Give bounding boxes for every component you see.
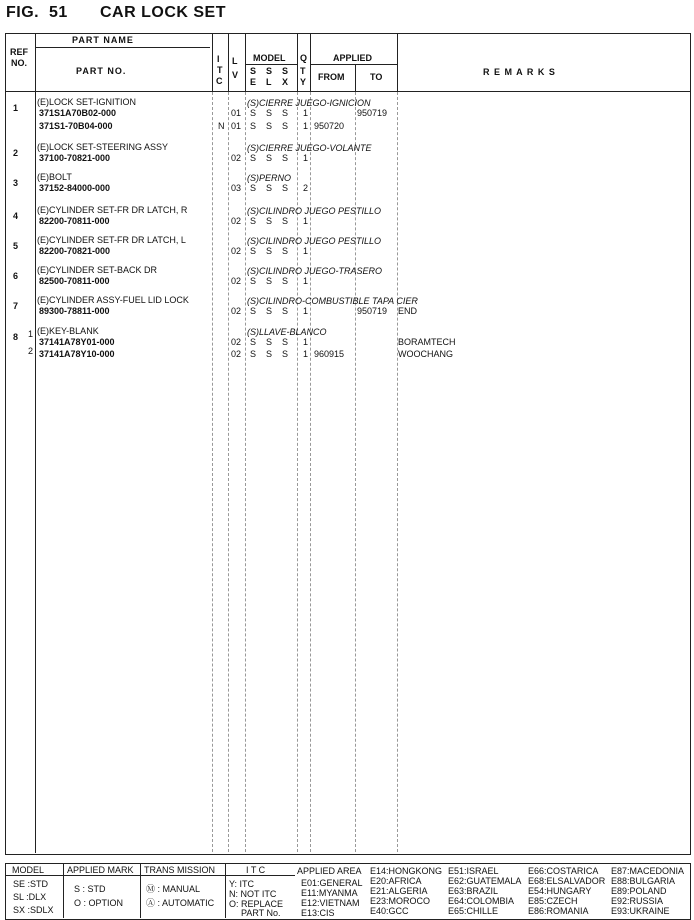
itc-flag: N — [218, 121, 225, 131]
area-code: E65:CHILLE — [448, 906, 499, 916]
model-sx-mark: S — [282, 306, 289, 316]
model-se-mark: S — [250, 153, 257, 163]
model-sl-mark: S — [266, 183, 273, 193]
quantity: 1 — [303, 216, 309, 226]
area-code: E68:ELSALVADOR — [528, 876, 606, 886]
area-code: E54:HUNGARY — [528, 886, 592, 896]
model-sx-mark: S — [282, 121, 289, 131]
area-code: E63:BRAZIL — [448, 886, 499, 896]
level: 02 — [231, 276, 242, 286]
english-name: (E)KEY-BLANK — [37, 326, 99, 336]
level: 02 — [231, 349, 242, 359]
model-se-mark: S — [250, 349, 257, 359]
area-code: E87:MACEDONIA — [611, 866, 685, 876]
part-number: 82500-70811-000 — [39, 276, 110, 286]
area-code: E85:CZECH — [528, 896, 578, 906]
model-se-s: S — [250, 66, 257, 76]
area-code: E62:GUATEMALA — [448, 876, 522, 886]
model-se-mark: S — [250, 337, 257, 347]
fig-number: 51 — [49, 4, 68, 21]
area-code: E66:COSTARICA — [528, 866, 599, 876]
remarks: WOOCHANG — [398, 349, 453, 359]
applied-header: APPLIED — [333, 53, 373, 63]
spanish-name: (S)CIERRE JUEGO-VOLANTE — [247, 143, 372, 153]
level: 02 — [231, 246, 242, 256]
sub-no: 1 — [28, 329, 34, 339]
footer-itc-n: N: NOT ITC — [229, 889, 277, 899]
remarks: BORAMTECH — [398, 337, 456, 347]
spanish-name: (S)CILINDRO JUEGO-TRASERO — [247, 266, 383, 276]
model-sx-mark: S — [282, 183, 289, 193]
english-name: (E)CYLINDER ASSY-FUEL LID LOCK — [37, 295, 189, 305]
area-code: E89:POLAND — [611, 886, 667, 896]
from-header: FROM — [318, 72, 345, 82]
quantity: 1 — [303, 276, 309, 286]
area-code: E12:VIETNAM — [301, 898, 360, 908]
ref-no: 4 — [13, 211, 19, 221]
english-name: (E)LOCK SET-IGNITION — [37, 97, 137, 107]
part-number: 37141A78Y01-000 — [39, 337, 115, 347]
level: 02 — [231, 306, 242, 316]
model-sl-mark: S — [266, 121, 273, 131]
model-se-mark: S — [250, 306, 257, 316]
model-sl-l: L — [266, 77, 272, 87]
itc-header-c: C — [216, 76, 223, 86]
quantity: 1 — [303, 121, 309, 131]
area-code: E86:ROMANIA — [528, 906, 589, 916]
area-code: E51:ISRAEL — [448, 866, 499, 876]
english-name: (E)LOCK SET-STEERING ASSY — [37, 142, 169, 152]
quantity: 1 — [303, 153, 309, 163]
ref-no: 7 — [13, 301, 19, 311]
area-code: E21:ALGERIA — [370, 886, 428, 896]
qty-header-q: Q — [300, 53, 308, 63]
model-se-e: E — [250, 77, 257, 87]
applied-from: 950720 — [314, 121, 345, 131]
part-no-header: PART NO. — [76, 66, 127, 76]
model-sl-mark: S — [266, 349, 273, 359]
model-header: MODEL — [253, 53, 286, 63]
model-sl-mark: S — [266, 216, 273, 226]
footer-itc-o: O: REPLACE — [229, 899, 284, 909]
footer-model-sl: SL :DLX — [13, 892, 47, 902]
model-se-mark: S — [250, 108, 257, 118]
part-number: 82200-70821-000 — [39, 246, 111, 256]
ref-no: 8 — [13, 332, 19, 342]
part-number: 89300-78811-000 — [39, 306, 110, 316]
area-code: E92:RUSSIA — [611, 896, 664, 906]
footer-model-title: MODEL — [12, 865, 45, 875]
area-code: E64:COLOMBIA — [448, 896, 515, 906]
area-code: E01:GENERAL — [301, 878, 363, 888]
ref-header-1: REF — [10, 47, 28, 57]
model-sx-mark: S — [282, 216, 289, 226]
footer-itc-y: Y: ITC — [229, 879, 255, 889]
model-se-mark: S — [250, 183, 257, 193]
area-code: E13:CIS — [301, 908, 335, 918]
area-code: E14:HONGKONG — [370, 866, 443, 876]
ref-no: 5 — [13, 241, 19, 251]
level: 03 — [231, 183, 242, 193]
qty-header-y: Y — [300, 77, 307, 87]
model-sl-mark: S — [266, 276, 273, 286]
model-se-mark: S — [250, 246, 257, 256]
part-number: 371S1-70B04-000 — [39, 121, 113, 131]
applied-from: 960915 — [314, 349, 345, 359]
ref-no: 6 — [13, 271, 19, 281]
ref-no: 3 — [13, 178, 19, 188]
spanish-name: (S)CILINDRO JUEGO PESTILLO — [247, 236, 382, 246]
footer-mark-title: APPLIED MARK — [67, 865, 134, 875]
ref-no: 1 — [13, 103, 19, 113]
lv-header-v: V — [232, 70, 239, 80]
spanish-name: (S)PERNO — [247, 173, 292, 183]
model-sx-mark: S — [282, 108, 289, 118]
spanish-name: (S)CILINDRO-COMBUSTIBLE TAPA CIER — [247, 296, 418, 306]
area-code: E23:MOROCO — [370, 896, 431, 906]
spanish-name: (S)CILINDRO JUEGO PESTILLO — [247, 206, 382, 216]
model-sx-mark: S — [282, 276, 289, 286]
footer-trans-title: TRANS MISSION — [144, 865, 216, 875]
model-sx-mark: S — [282, 153, 289, 163]
level: 01 — [231, 108, 242, 118]
model-sl-mark: S — [266, 108, 273, 118]
model-sx-mark: S — [282, 246, 289, 256]
level: 01 — [231, 121, 242, 131]
itc-header-i: I — [217, 54, 220, 64]
level: 02 — [231, 337, 242, 347]
model-sl-mark: S — [266, 306, 273, 316]
footer-area-title: APPLIED AREA — [297, 866, 362, 876]
quantity: 1 — [303, 337, 309, 347]
lv-header-l: L — [232, 56, 238, 66]
quantity: 1 — [303, 246, 309, 256]
model-sx-mark: S — [282, 337, 289, 347]
footer-mark-option: O : OPTION — [74, 898, 124, 908]
quantity: 1 — [303, 349, 309, 359]
spanish-name: (S)LLAVE-BLANCO — [247, 327, 327, 337]
itc-header-t: T — [217, 65, 223, 75]
spanish-name: (S)CIERRE JUEGO-IGNICION — [247, 98, 371, 108]
english-name: (E)CYLINDER SET-BACK DR — [37, 265, 158, 275]
part-number: 37152-84000-000 — [39, 183, 111, 193]
footer-model-se: SE :STD — [13, 879, 49, 889]
figure-label — [6, 4, 68, 22]
page-title: CAR LOCK SET — [100, 4, 226, 21]
part-name-header: PART NAME — [72, 35, 134, 45]
level: 02 — [231, 216, 242, 226]
footer-trans-auto: Ⓐ : AUTOMATIC — [146, 898, 215, 908]
remarks-header: R E M A R K S — [483, 67, 556, 77]
model-sl-mark: S — [266, 337, 273, 347]
model-se-mark: S — [250, 121, 257, 131]
model-sl-s: S — [266, 66, 273, 76]
english-name: (E)CYLINDER SET-FR DR LATCH, R — [37, 205, 188, 215]
model-sx-s: S — [282, 66, 289, 76]
footer-mark-std: S : STD — [74, 884, 106, 894]
area-code: E93:UKRAINE — [611, 906, 670, 916]
english-name: (E)CYLINDER SET-FR DR LATCH, L — [37, 235, 186, 245]
ref-header-2: NO. — [11, 58, 28, 68]
model-se-mark: S — [250, 216, 257, 226]
quantity: 1 — [303, 108, 309, 118]
qty-header-t: T — [300, 66, 306, 76]
footer-model-sx: SX :SDLX — [13, 905, 54, 915]
model-sx-x: X — [282, 77, 289, 87]
area-code: E11:MYANMA — [301, 888, 358, 898]
to-header: TO — [370, 72, 383, 82]
part-number: 82200-70811-000 — [39, 216, 110, 226]
model-sl-mark: S — [266, 246, 273, 256]
model-se-mark: S — [250, 276, 257, 286]
part-number: 37100-70821-000 — [39, 153, 111, 163]
sub-no: 2 — [28, 346, 34, 356]
model-sl-mark: S — [266, 153, 273, 163]
model-sx-mark: S — [282, 349, 289, 359]
area-code: E88:BULGARIA — [611, 876, 676, 886]
applied-to: 950719 — [357, 108, 388, 118]
area-code: E40:GCC — [370, 906, 409, 916]
english-name: (E)BOLT — [37, 172, 72, 182]
footer-itc-title: I T C — [246, 865, 266, 875]
ref-no: 2 — [13, 148, 19, 158]
footer-itc-partno: PART No. — [241, 908, 281, 918]
fig-label-text: FIG. — [6, 4, 40, 21]
area-code: E20:AFRICA — [370, 876, 422, 886]
part-number: 371S1A70B02-000 — [39, 108, 117, 118]
footer-trans-manual: Ⓜ : MANUAL — [146, 884, 201, 894]
part-number: 37141A78Y10-000 — [39, 349, 115, 359]
quantity: 1 — [303, 306, 309, 316]
level: 02 — [231, 153, 242, 163]
quantity: 2 — [303, 183, 309, 193]
remarks: END — [398, 306, 418, 316]
applied-to: 950719 — [357, 306, 388, 316]
